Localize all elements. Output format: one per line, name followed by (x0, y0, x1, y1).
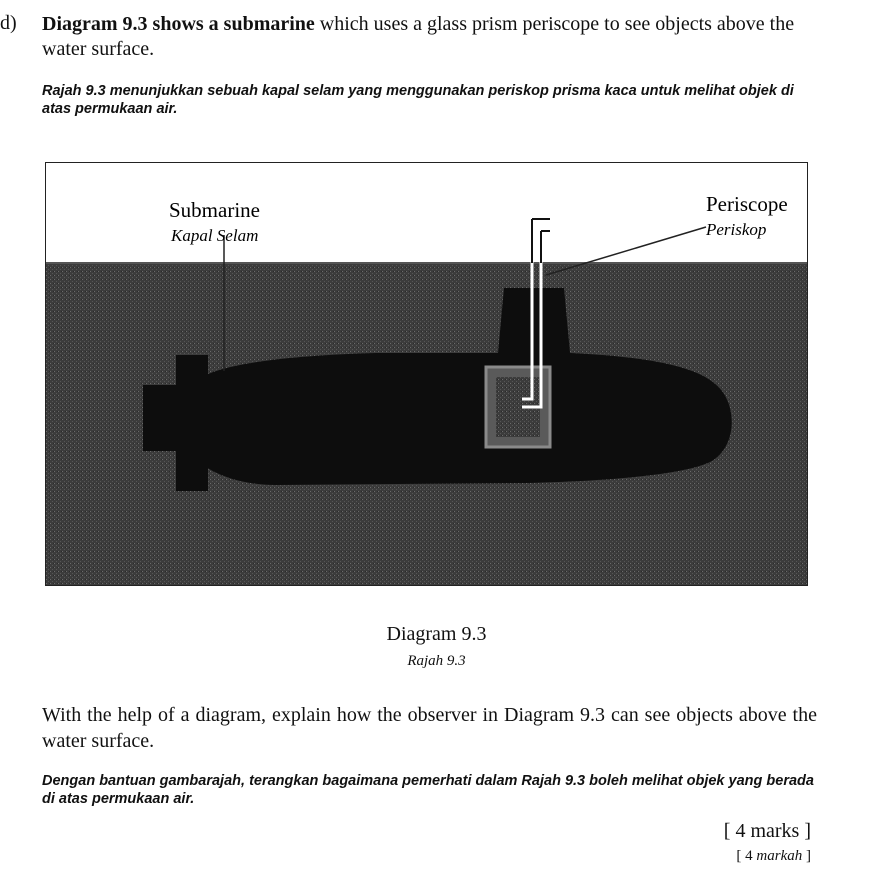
submarine-propeller (143, 385, 188, 451)
submarine-label-ms: Kapal Selam (171, 226, 259, 245)
diagram-svg (46, 163, 808, 586)
question2-text-en: With the help of a diagram, explain how the observer in Diagram 9.3 can see objects above the water surface. (42, 704, 817, 752)
periscope-label-en: Periscope (706, 192, 788, 216)
diagram-9-3 (45, 162, 808, 586)
marks-ms-close: ] (802, 848, 811, 864)
question-text-en-bold: Diagram 9.3 shows a submarine (42, 13, 315, 35)
sky-region (46, 163, 808, 263)
marks-ms-word: markah (756, 848, 803, 864)
question2-text-ms: Dengan bantuan gambarajah, terangkan bagaimana pemerhati dalam Rajah 9.3 boleh melihat objek yang berada di atas permukaan air. (42, 773, 814, 808)
question-text-en (42, 12, 817, 62)
periscope-label-ms: Periskop (706, 220, 767, 239)
marks-ms (736, 848, 811, 865)
question-label: d) (0, 12, 17, 34)
marks-en: [ 4 marks ] (723, 820, 811, 842)
question-text-en-rest: which uses a glass prism periscope to see objects above the water surface. (42, 13, 795, 60)
caption-en: Diagram 9.3 (386, 623, 487, 645)
question-text-ms: Rajah 9.3 menunjukkan sebuah kapal selam yang menggunakan periskop prisma kaca untuk melihat objek di atas permukaan air. (42, 83, 794, 118)
marks-ms-open: [ 4 (736, 848, 757, 864)
caption-ms: Rajah 9.3 (407, 653, 466, 669)
submarine-label-en: Submarine (169, 198, 260, 222)
